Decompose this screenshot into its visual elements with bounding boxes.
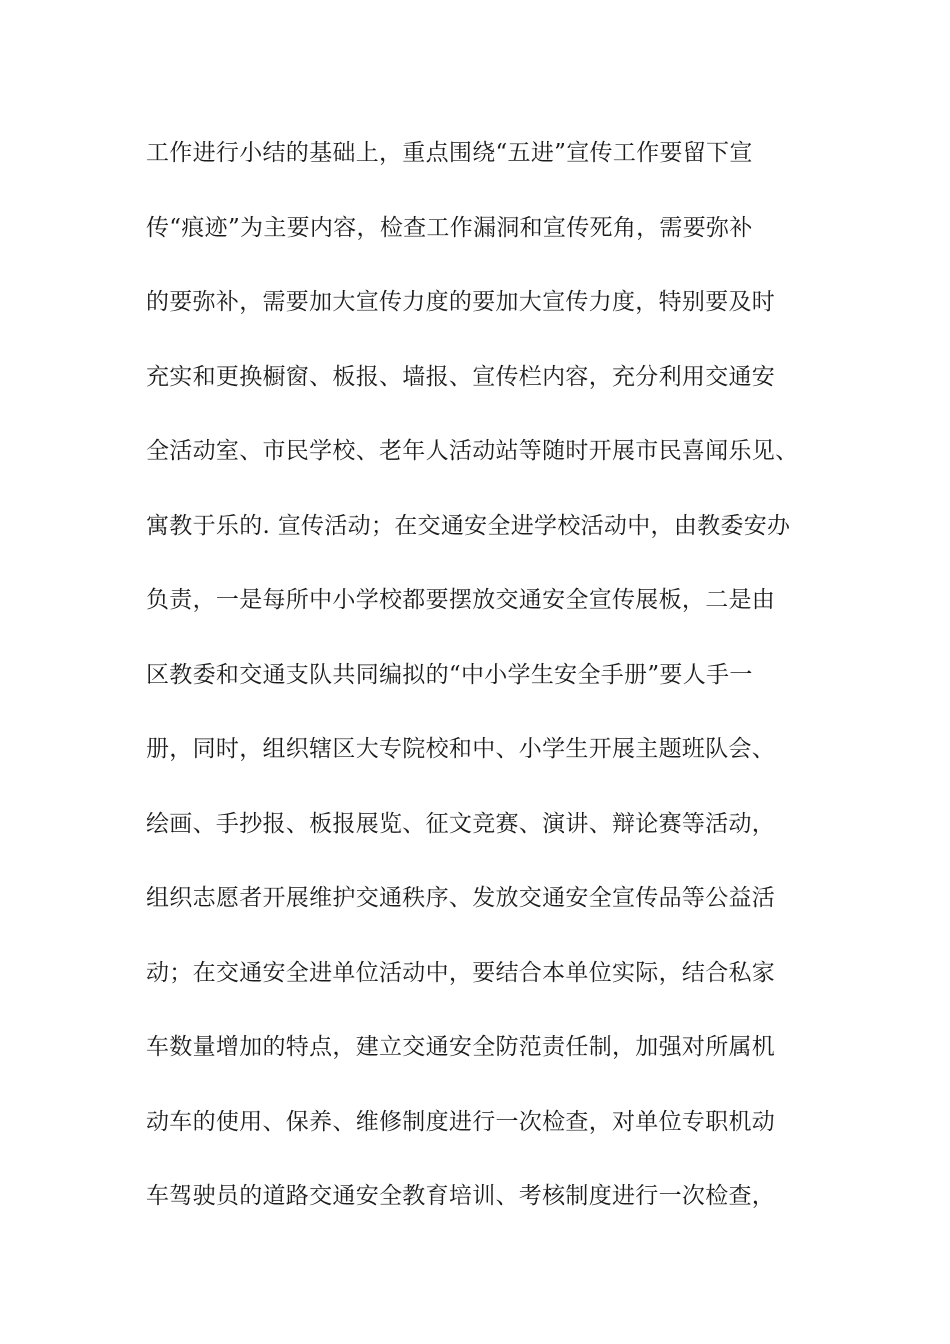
text-line: 册，同时，组织辖区大专院校和中、小学生开展主题班队会、 — [146, 736, 776, 762]
text-line: 绘画、手抄报、板报展览、征文竞赛、演讲、辩论赛等活动， — [146, 810, 776, 837]
body-paragraph — [146, 131, 836, 1249]
text-line: 动；在交通安全进单位活动中，要结合本单位实际，结合私家 — [146, 959, 776, 986]
text-line: 的要弥补，需要加大宣传力度的要加大宣传力度，特别要及时 — [146, 289, 776, 315]
text-line: 全活动室、市民学校、老年人活动站等随时开展市民喜闻乐见、 — [146, 438, 799, 464]
text-line: 动车的使用、保养、维修制度进行一次检查，对单位专职机动 — [146, 1108, 776, 1135]
text-line: 车数量增加的特点，建立交通安全防范责任制，加强对所属机 — [146, 1034, 776, 1060]
text-line: 组织志愿者开展维护交通秩序、发放交通安全宣传品等公益活 — [146, 885, 776, 911]
text-line: 工作进行小结的基础上，重点围绕“五进”宣传工作要留下宣 — [146, 140, 753, 166]
text-line: 寓教于乐的. 宣传活动；在交通安全进学校活动中，由教委安办 — [146, 512, 791, 539]
text-line: 区教委和交通支队共同编拟的“中小学生安全手册”要人手一 — [146, 661, 753, 688]
text-line: 车驾驶员的道路交通安全教育培训、考核制度进行一次检查， — [146, 1183, 776, 1209]
text-line: 负责，一是每所中小学校都要摆放交通安全宣传展板，二是由 — [146, 587, 776, 613]
text-line: 传“痕迹”为主要内容，检查工作漏洞和宣传死角，需要弥补 — [146, 214, 753, 241]
text-line: 充实和更换橱窗、板报、墙报、宣传栏内容，充分利用交通安 — [146, 363, 776, 390]
